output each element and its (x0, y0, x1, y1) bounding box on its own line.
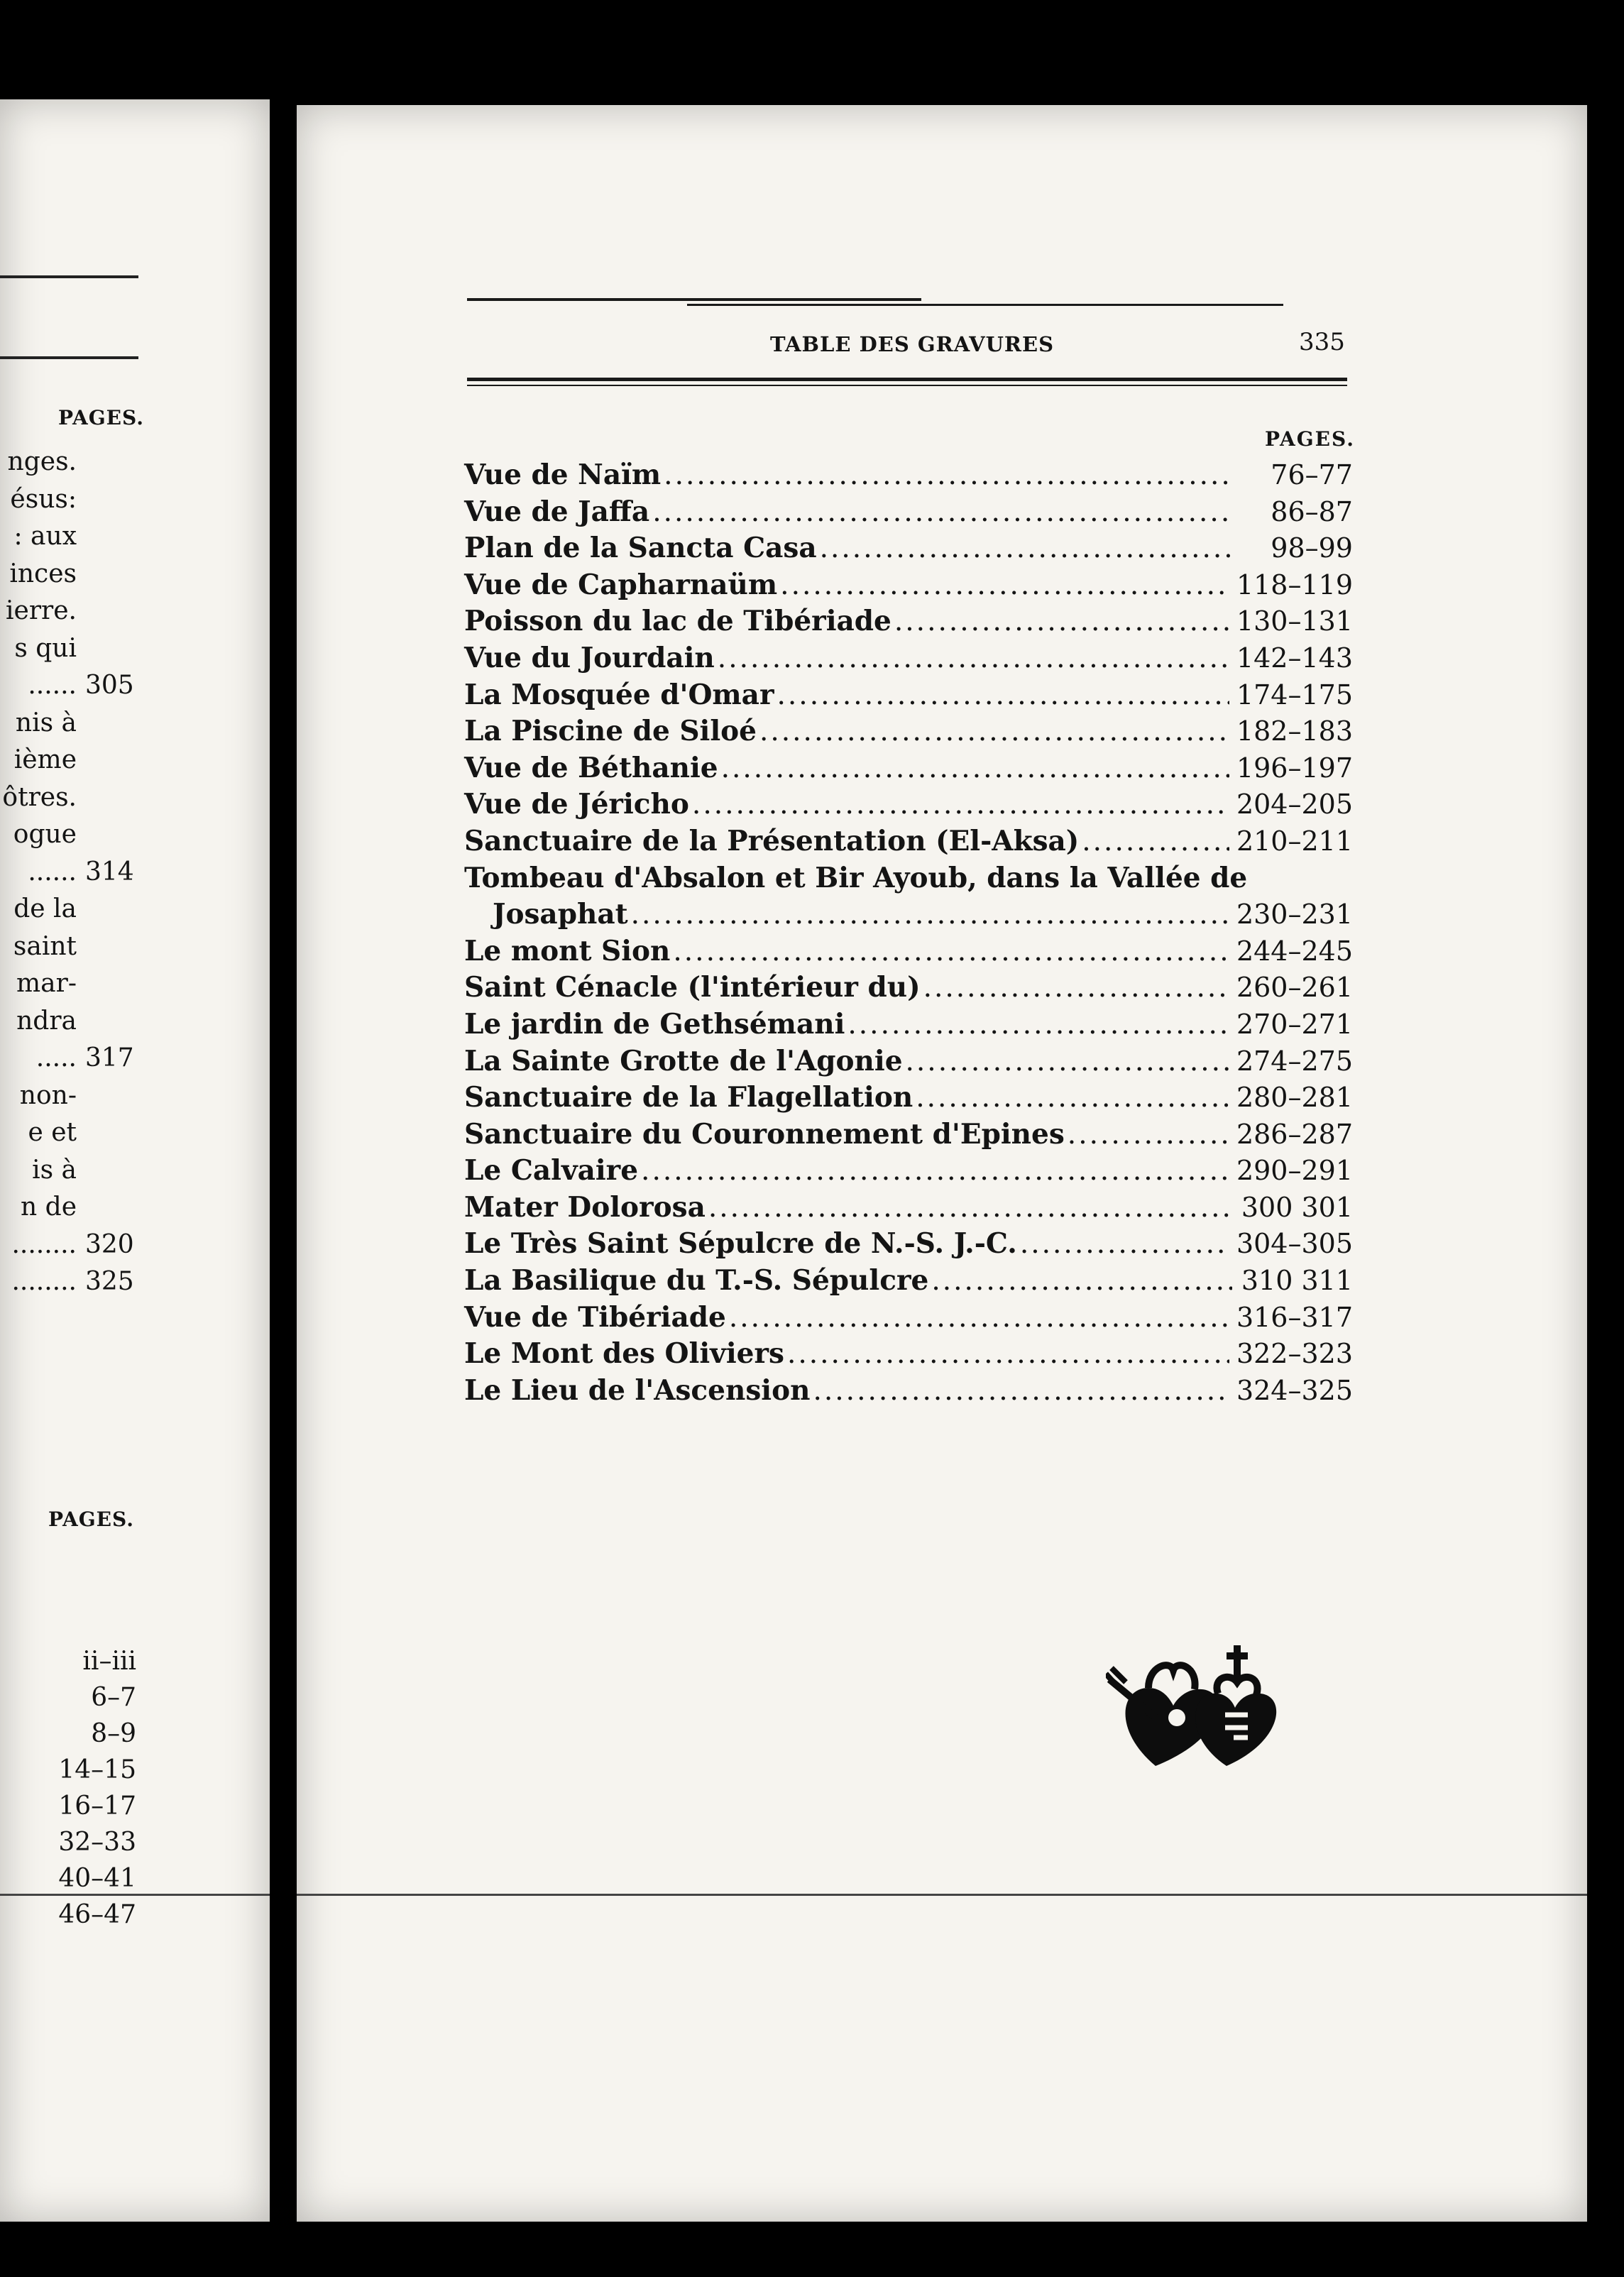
toc-entry-pages: 204–205 (1236, 789, 1353, 821)
toc-entry (464, 567, 1353, 604)
toc-entry-pages: 324–325 (1236, 1374, 1353, 1406)
toc-entry-pages: 274–275 (1236, 1045, 1353, 1077)
toc-dot-leader (847, 1006, 1229, 1043)
toc-entry-title: Sanctuaire de la Flagellation (464, 1081, 914, 1114)
left-text-fragment: mar- (16, 969, 77, 998)
toc-entry-pages: 98–99 (1271, 532, 1353, 564)
toc-entry-pages: 130–131 (1236, 605, 1353, 637)
toc-entry (464, 640, 1353, 677)
toc-entry (464, 713, 1353, 750)
left-text-fragment: ........ (11, 1267, 77, 1296)
toc-dot-leader (631, 896, 1229, 933)
left-text-fragment: ndra (16, 1006, 77, 1036)
left-text-fragment: s qui (14, 633, 77, 663)
left-text-fragment: ôtres. (2, 782, 77, 812)
toc-dot-leader (664, 457, 1232, 494)
toc-entry-pages: 174–175 (1236, 679, 1353, 710)
toc-entry-title: Vue de Béthanie (464, 751, 718, 784)
toc-entry (464, 603, 1353, 640)
toc-entry (464, 1300, 1353, 1337)
toc-entry-title: Saint Cénacle (l'intérieur du) (464, 971, 921, 1004)
left-text-fragment: inces (9, 559, 77, 588)
toc-entry-pages: 182–183 (1236, 715, 1353, 747)
left-page-number: 314 (85, 857, 134, 887)
toc-entry (464, 786, 1353, 823)
table-of-engravings (464, 457, 1353, 1409)
toc-entry-title: La Sainte Grotte de l'Agonie (464, 1044, 903, 1077)
toc-entry (464, 1263, 1353, 1300)
page-bottom-rule (297, 1894, 1587, 1896)
toc-dot-leader (780, 567, 1229, 604)
toc-dot-leader (1068, 1116, 1229, 1153)
left-bottom-rule (0, 1894, 270, 1896)
toc-dot-leader (894, 603, 1229, 640)
left-text-fragment: is à (32, 1155, 77, 1185)
left-top-rule (0, 275, 138, 278)
toc-dot-leader (1020, 1226, 1229, 1263)
toc-dot-leader (777, 677, 1229, 714)
toc-dot-leader (923, 970, 1229, 1006)
toc-entry-title: Le mont Sion (464, 934, 671, 967)
toc-entry (464, 1190, 1353, 1227)
left-text-fragment: nis à (15, 708, 77, 737)
toc-entry (464, 896, 1353, 933)
left-header-rule (0, 356, 138, 359)
left-text-fragment: nges. (7, 447, 77, 476)
toc-entry-title: Vue de Capharnaüm (464, 568, 778, 601)
toc-entry-pages: 310 311 (1241, 1265, 1353, 1297)
toc-entry-title: Vue de Jaffa (464, 495, 650, 528)
left-text-fragment: de la (13, 894, 77, 923)
book-gutter (270, 99, 297, 2222)
header-bottom-rule (467, 378, 1347, 381)
toc-entry (464, 1006, 1353, 1043)
left-text-fragment: e et (28, 1118, 77, 1147)
header-top-rule-right (687, 304, 1283, 306)
toc-entry-title: Tombeau d'Absalon et Bir Ayoub, dans la Vallée de (464, 861, 1248, 894)
toc-entry (464, 1043, 1353, 1080)
toc-entry-pages: 118–119 (1236, 569, 1353, 600)
toc-entry-title: Vue du Jourdain (464, 641, 715, 674)
toc-entry-title: Le Lieu de l'Ascension (464, 1373, 811, 1407)
toc-entry (464, 494, 1353, 531)
toc-entry-title: Le Très Saint Sépulcre de N.-S. J.-C. (464, 1227, 1017, 1261)
left-bottom-pages: 6–7 (91, 1683, 136, 1712)
toc-entry (464, 1080, 1353, 1116)
toc-entry (464, 933, 1353, 970)
toc-entry-title: Vue de Jéricho (464, 788, 689, 821)
left-page-number: 317 (85, 1043, 134, 1072)
toc-entry-title: Mater Dolorosa (464, 1190, 706, 1224)
toc-entry-pages: 142–143 (1236, 642, 1353, 674)
toc-entry (464, 1116, 1353, 1153)
toc-dot-leader (916, 1080, 1229, 1116)
toc-dot-leader (906, 1043, 1229, 1080)
toc-dot-leader (813, 1373, 1229, 1410)
toc-entry-pages: 300 301 (1241, 1191, 1353, 1223)
left-text-fragment: ...... (28, 671, 77, 700)
toc-entry-pages: 196–197 (1236, 752, 1353, 784)
toc-entry-title: Le Calvaire (464, 1154, 639, 1187)
toc-entry (464, 860, 1353, 897)
header-top-rule-left (467, 298, 921, 301)
toc-dot-leader (729, 1300, 1229, 1337)
left-bottom-pages: 40–41 (58, 1864, 136, 1893)
toc-entry-pages: 210–211 (1236, 825, 1353, 857)
toc-entry-pages: 290–291 (1236, 1155, 1353, 1187)
toc-entry (464, 970, 1353, 1006)
toc-dot-leader (692, 786, 1229, 823)
left-pages-label-bottom: PAGES. (48, 1508, 134, 1531)
left-page-number: 305 (85, 671, 134, 700)
left-text-fragment: ième (13, 745, 77, 774)
left-text-fragment: ..... (35, 1043, 77, 1072)
left-text-fragment: ésus: (10, 484, 77, 514)
left-bottom-pages: 46–47 (58, 1900, 136, 1929)
header-bottom-rule-thin (467, 385, 1347, 386)
toc-entry-pages: 76–77 (1271, 459, 1353, 490)
toc-entry-pages: 280–281 (1236, 1082, 1353, 1114)
toc-entry-pages: 230–231 (1236, 899, 1353, 931)
toc-dot-leader (641, 1153, 1229, 1190)
toc-entry (464, 457, 1353, 494)
toc-entry (464, 1226, 1353, 1263)
toc-dot-leader (787, 1336, 1229, 1373)
toc-dot-leader (708, 1190, 1232, 1227)
toc-entry-title: Vue de Naïm (464, 459, 662, 491)
toc-dot-leader (721, 750, 1229, 787)
toc-entry-title: Sanctuaire de la Présentation (El-Aksa) (464, 824, 1080, 857)
toc-entry (464, 1336, 1353, 1373)
left-text-fragment: ierre. (6, 596, 77, 625)
page-header-title: TABLE DES GRAVURES (770, 332, 1055, 356)
toc-entry-title: Le Mont des Oliviers (464, 1337, 784, 1371)
left-text-fragment: ogue (13, 820, 77, 849)
left-bottom-pages: ii–iii (82, 1647, 136, 1676)
left-text-fragment: ........ (11, 1229, 77, 1259)
sacred-hearts-icon (1106, 1638, 1290, 1780)
toc-entry-title: Sanctuaire du Couronnement d'Epines (464, 1117, 1065, 1151)
toc-entry-pages: 244–245 (1236, 935, 1353, 967)
toc-dot-leader (718, 640, 1229, 677)
toc-entry (464, 750, 1353, 787)
toc-entry (464, 530, 1353, 567)
toc-entry (464, 1373, 1353, 1410)
left-text-fragment: saint (13, 931, 77, 961)
pages-column-label: PAGES. (1265, 427, 1355, 451)
toc-entry-pages: 322–323 (1236, 1338, 1353, 1370)
left-text-fragment: : aux (13, 522, 77, 551)
toc-dot-leader (1082, 823, 1229, 860)
toc-entry-title: Josaphat (493, 898, 628, 931)
left-bottom-pages: 16–17 (58, 1792, 136, 1821)
left-text-fragment: n de (21, 1192, 77, 1222)
toc-entry-title: La Basilique du T.-S. Sépulcre (464, 1264, 929, 1297)
toc-dot-leader (931, 1263, 1232, 1300)
toc-entry (464, 823, 1353, 860)
toc-entry-title: La Piscine de Siloé (464, 715, 757, 748)
toc-entry-pages: 286–287 (1236, 1118, 1353, 1150)
toc-entry (464, 1153, 1353, 1190)
toc-entry-title: Le jardin de Gethsémani (464, 1007, 845, 1041)
toc-entry-pages: 270–271 (1236, 1008, 1353, 1040)
left-page-number: 320 (85, 1229, 134, 1259)
left-text-fragment: non- (19, 1080, 77, 1110)
left-text-fragment: ...... (28, 857, 77, 887)
left-page-number: 325 (85, 1267, 134, 1296)
left-bottom-pages: 32–33 (58, 1828, 136, 1857)
toc-entry-pages: 260–261 (1236, 972, 1353, 1004)
left-page (0, 99, 270, 2222)
toc-entry (464, 677, 1353, 714)
toc-dot-leader (820, 530, 1232, 567)
toc-entry-pages: 86–87 (1271, 495, 1353, 527)
toc-entry-pages: 316–317 (1236, 1301, 1353, 1333)
left-bottom-pages: 8–9 (91, 1719, 136, 1748)
toc-dot-leader (652, 494, 1232, 531)
toc-entry-title: Poisson du lac de Tibériade (464, 605, 891, 638)
toc-entry-title: Vue de Tibériade (464, 1300, 726, 1334)
toc-dot-leader (673, 933, 1229, 970)
toc-dot-leader (759, 713, 1229, 750)
left-pages-label: PAGES. (58, 406, 144, 429)
toc-entry-title: Plan de la Sancta Casa (464, 532, 817, 565)
left-bottom-pages: 14–15 (58, 1755, 136, 1784)
toc-entry-pages: 304–305 (1236, 1228, 1353, 1260)
toc-entry-title: La Mosquée d'Omar (464, 678, 774, 711)
page-number: 335 (1299, 328, 1345, 356)
